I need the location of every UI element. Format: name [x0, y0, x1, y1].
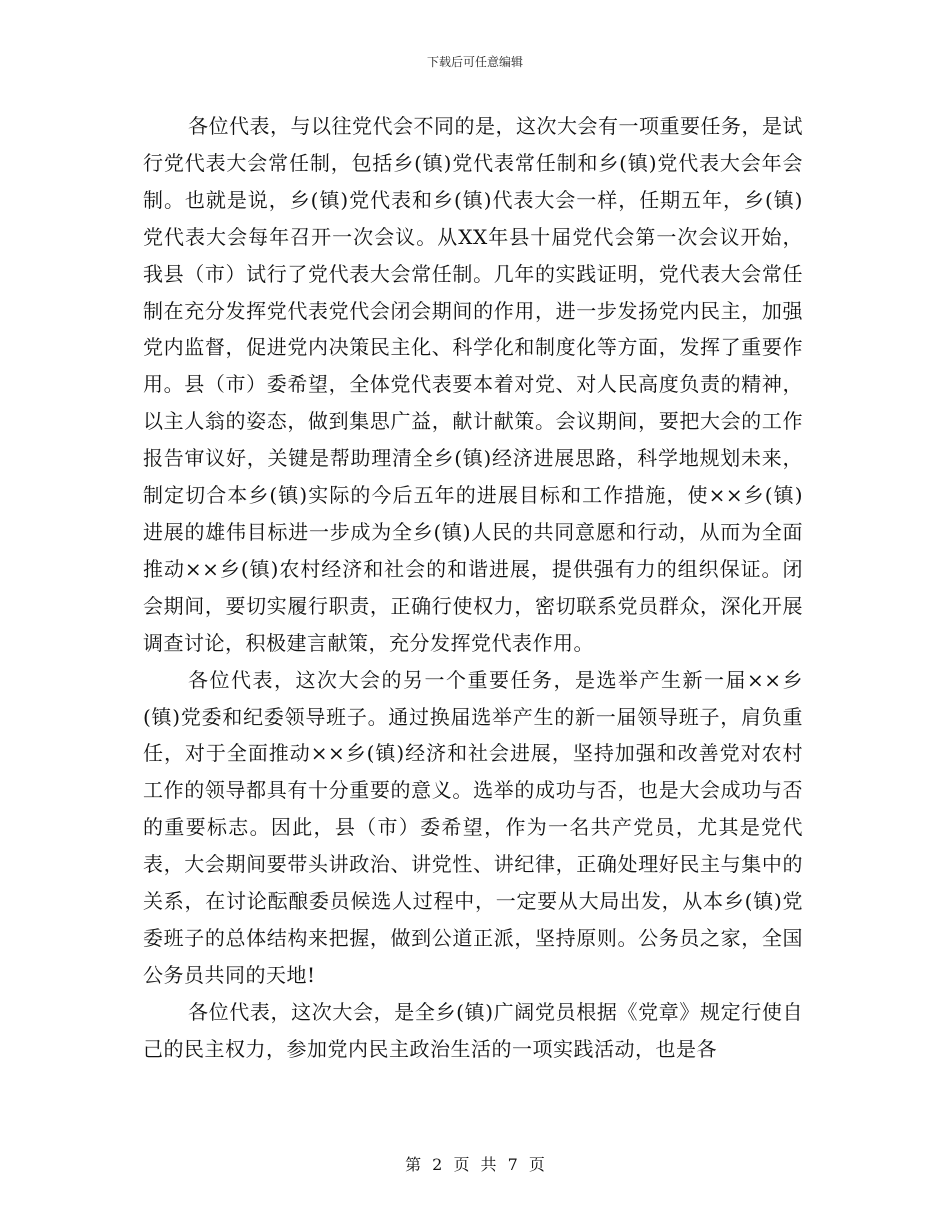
paragraph-3: 各位代表，这次大会，是全乡(镇)广阔党员根据《党章》规定行使自己的民主权力，参加党内民主政治生活的一项实践活动，也是各 — [143, 999, 803, 1061]
document-body — [143, 108, 803, 1068]
paragraph-2: 各位代表，这次大会的另一个重要任务，是选举产生新一届××乡(镇)党委和纪委领导班子。通过换届选举产生的新一届领导班子，肩负重任，对于全面推动××乡(镇)经济和社会进展，坚持加强和改善党对农村工作的领导都具有十分重要的意义。选举的成功与否，也是大会成功与否的重要标志。因此，县（市）委希望，作为一名共产党员，尤其是党代表，大会期间要带头讲政治、讲党性、讲纪律，正确处理好民主与集中的关系，在讨论酝酿委员候选人过程中，一定要从大局出发，从本乡(镇)党委班子的总体结构来把握，做到公道正派，坚持原则。公务员之家，全国公务员共同的天地! — [143, 667, 803, 987]
page-number-footer: 第 2 页 共 7 页 — [405, 1155, 545, 1174]
page-header: 下载后可任意编辑 — [426, 55, 523, 69]
paragraph-1: 各位代表，与以往党代会不同的是，这次大会有一项重要任务，是试行党代表大会常任制，包括乡(镇)党代表常任制和乡(镇)党代表大会年会制。也就是说，乡(镇)党代表和乡(镇)代表大会一样，任期五年，乡(镇)党代表大会每年召开一次会议。从XX年县十届党代会第一次会议开始，我县（市）试行了党代表大会常任制。几年的实践证明，党代表大会常任制在充分发挥党代表党代会闭会期间的作用，进一步发扬党内民主，加强党内监督，促进党内决策民主化、科学化和制度化等方面，发挥了重要作用。县（市）委希望，全体党代表要本着对党、对人民高度负责的精神，以主人翁的姿态，做到集思广益，献计献策。会议期间，要把大会的工作报告审议好，关键是帮助理清全乡(镇)经济进展思路，科学地规划未来，制定切合本乡(镇)实际的今后五年的进展目标和工作措施，使××乡(镇)进展的雄伟目标进一步成为全乡(镇)人民的共同意愿和行动，从而为全面推动××乡(镇)农村经济和社会的和谐进展，提供强有力的组织保证。闭会期间，要切实履行职责，正确行使权力，密切联系党员群众，深化开展调查讨论，积极建言献策，充分发挥党代表作用。 — [143, 114, 803, 655]
